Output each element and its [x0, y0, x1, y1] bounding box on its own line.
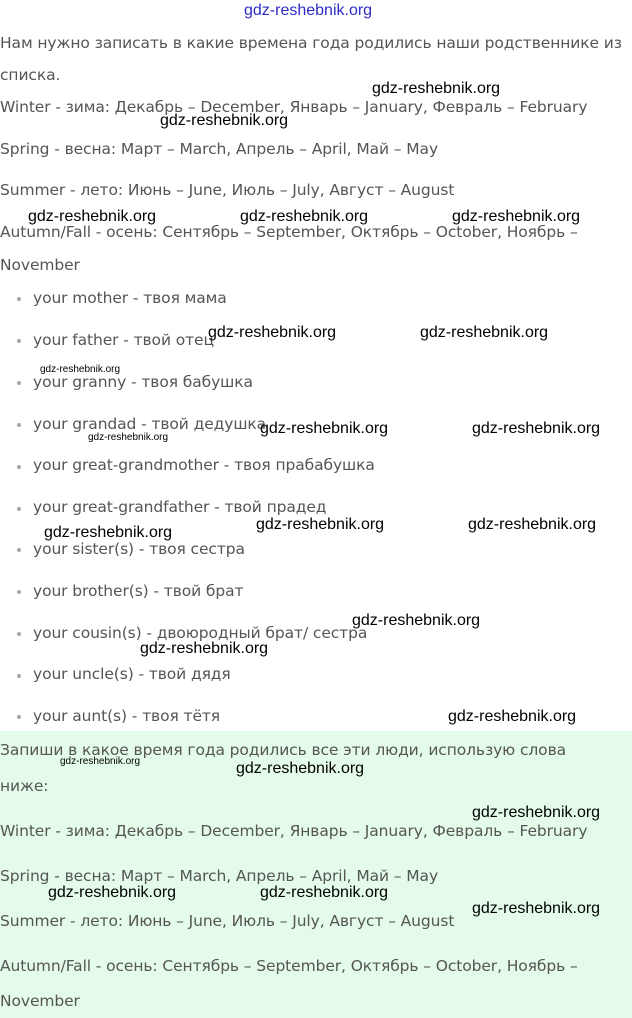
list-bullet — [17, 297, 21, 301]
task-line-2: ниже: — [0, 777, 49, 795]
list-bullet — [17, 548, 21, 552]
watermark: gdz-reshebnik.org — [88, 432, 169, 443]
watermark: gdz-reshebnik.org — [140, 640, 269, 657]
list-item: your cousin(s) - двоюродный брат/ сестра — [33, 624, 368, 642]
list-item: your mother - твоя мама — [33, 289, 227, 307]
watermark: gdz-reshebnik.org — [472, 900, 601, 917]
watermark: gdz-reshebnik.org — [40, 364, 121, 375]
list-bullet — [17, 465, 21, 469]
season-spring: Spring - весна: Март – March, Апрель – April, Май – May — [0, 140, 439, 158]
watermark: gdz-reshebnik.org — [260, 884, 389, 901]
list-bullet — [17, 590, 21, 594]
list-bullet — [17, 339, 21, 343]
watermark: gdz-reshebnik.org — [208, 324, 337, 341]
season-autumn: Autumn/Fall - осень: Сентябрь – September, Октябрь – October, Ноябрь – — [0, 223, 578, 241]
list-item: your grandad - твой дедушка — [33, 415, 267, 433]
watermark: gdz-reshebnik.org — [236, 760, 365, 777]
watermark: gdz-reshebnik.org — [448, 708, 577, 725]
watermark: gdz-reshebnik.org — [452, 208, 581, 225]
list-bullet — [17, 507, 21, 511]
list-item: your father - твой отец — [33, 331, 214, 349]
list-item: your great-grandfather - твой прадед — [33, 498, 327, 516]
list-item: your great-grandmother - твоя прабабушка — [33, 456, 375, 474]
list-item: your uncle(s) - твой дядя — [33, 665, 231, 683]
watermark: gdz-reshebnik.org — [420, 324, 549, 341]
watermark-header: gdz-reshebnik.org — [244, 2, 373, 19]
watermark: gdz-reshebnik.org — [472, 420, 601, 437]
list-bullet — [17, 381, 21, 385]
watermark: gdz-reshebnik.org — [160, 112, 289, 129]
list-item: your sister(s) - твоя сестра — [33, 540, 245, 558]
list-bullet — [17, 632, 21, 636]
watermark: gdz-reshebnik.org — [260, 420, 389, 437]
season-summer: Summer - лето: Июнь – June, Июль – July, Август – August — [0, 181, 455, 199]
list-bullet — [17, 674, 21, 678]
watermark: gdz-reshebnik.org — [468, 516, 597, 533]
intro-line-2: списка. — [0, 66, 61, 84]
task-line-1: Запиши в какое время года родились все эти люди, использую слова — [0, 741, 567, 759]
list-bullet — [17, 423, 21, 427]
season-winter-task: Winter - зима: Декабрь – December, Январь – January, Февраль – February — [0, 822, 588, 840]
watermark: gdz-reshebnik.org — [44, 524, 173, 541]
list-item: your brother(s) - твой брат — [33, 582, 244, 600]
season-autumn-task-cont: November — [0, 992, 80, 1010]
watermark: gdz-reshebnik.org — [28, 208, 157, 225]
season-spring-task: Spring - весна: Март – March, Апрель – April, Май – May — [0, 867, 439, 885]
season-summer-task: Summer - лето: Июнь – June, Июль – July, Август – August — [0, 912, 455, 930]
season-autumn-cont: November — [0, 256, 80, 274]
watermark: gdz-reshebnik.org — [256, 516, 385, 533]
watermark: gdz-reshebnik.org — [60, 756, 141, 767]
season-autumn-task: Autumn/Fall - осень: Сентябрь – September, Октябрь – October, Ноябрь – — [0, 957, 578, 975]
watermark: gdz-reshebnik.org — [240, 208, 369, 225]
list-item: your granny - твоя бабушка — [33, 373, 253, 391]
watermark: gdz-reshebnik.org — [352, 612, 481, 629]
intro-line-1: Нам нужно записать в какие времена года родились наши родственнике из — [0, 34, 622, 52]
watermark: gdz-reshebnik.org — [472, 804, 601, 821]
watermark: gdz-reshebnik.org — [48, 884, 177, 901]
list-bullet — [17, 715, 21, 719]
season-winter: Winter - зима: Декабрь – December, Январь – January, Февраль – February — [0, 98, 588, 116]
watermark: gdz-reshebnik.org — [372, 80, 501, 97]
list-item: your aunt(s) - твоя тётя — [33, 707, 221, 725]
